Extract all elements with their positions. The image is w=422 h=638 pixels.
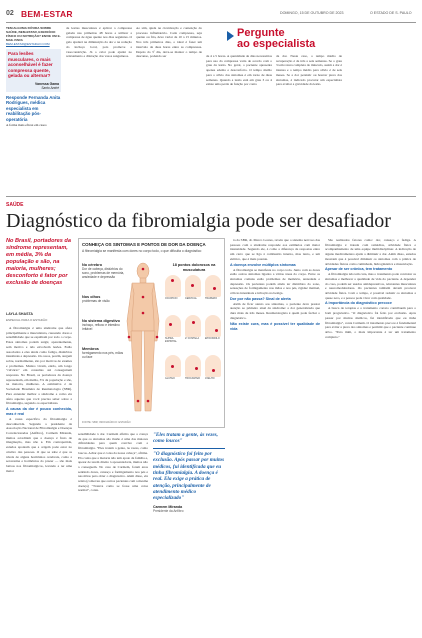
- answer-col-3: de 4 a 5 horas. A quantidade de dias necessários para uso da compressa varia de acordo com o grau da lesão. No geral, o paciente apresenta apenas edema e desconforto. O tempo médio para o alívio dos sintomas é em torno de duas semanas. Quando a lesão está em grau 3 ou 4 existe uma perda de função por conta: [206, 54, 272, 87]
- symptom-gut-text: inchaço, refluxo e intestino irritável: [82, 323, 120, 332]
- pain-point-label: TROCANTER: [185, 377, 200, 380]
- article-sub-2: A doença envolve múltiplos sintomas: [230, 262, 296, 267]
- infographic-subtitle: A fibromialgia se manifesta com dores no corpo todo, o que dificulta o diagnóstico: [82, 249, 202, 253]
- article-col4-text: São realizados fatores como: dor, cansaço e fadiga. A fibromialgia é tratada com remédios, atividade física e acompanhamento de uma equipe multidisciplinar. A indicação de alguns medicamentos ajuda a diminuir a dor. Além disso, estudos mostram que é possível diminuir os sintomas com a prática de atividades físicas como caminhada, hidroginástica e musculação.: [325, 238, 416, 266]
- qa-email[interactable]: BEM-ESTAR@ESTADAO.COM: [6, 42, 50, 46]
- article-sub-4: Não existe cura, mas é possível ter qualidade de vida: [230, 321, 320, 331]
- infographic-source: FONTE: SBR; INFOGRÁFICO: ESTADÃO: [82, 421, 131, 424]
- symptom-limbs: [82, 347, 126, 359]
- infographic: [78, 238, 225, 428]
- pull-quotes: [153, 432, 225, 632]
- ask-title-line1: Pergunte: [237, 27, 285, 39]
- qa-question: Para lesões musculares, o mais aconselhável é fazer compressa quente, gelada ou alternar?: [8, 51, 53, 79]
- article-col4-text-b: A fibromialgia não tem cura, mas o tratamento pode controlar os sintomas e melhorar a qualidade de vida do paciente. A depender do caso, podem ser usados antidepressivos, relaxantes musculares e neuromoduladores. Os pacientes também devem procurar atividade física. Com o tempo, é possível reduzir os sintomas a quase zero, e a pessoa pode viver com qualidade.: [325, 272, 416, 300]
- answer-col-4: da dor. Neste caso, o tempo médio de recuperação é de três a seis semanas. Se o grau 3 tem rotura completa do músculo, assim a dor é intensa e o tempo médio para alívio é de seis meses. Se a dor persistir ou houver piora dos sintomas, é indicado procurar um especialista para avaliar a gravidade da lesão.: [276, 54, 342, 87]
- article-col3-text: ta da SBR, dr. Marco Loures, revela que o sistema nervoso das pessoas com a síndrome responde aos estímulos com maior intensidade. Segundo ele, é como a diferença de respostas entre um carro que se liga à combustão interna, mas lento, e um elétrico, que é mais potente.: [230, 238, 320, 261]
- ask-title: [227, 27, 417, 51]
- pain-point: [185, 355, 203, 380]
- article-col-2: sensibilidade à dor. Carmem afirma que a crença de que os sintomas são ilusão é uma das maiores dificuldades para quem convive com a fibromialgia. "Eles tratam a gente, às vezes, como loucos. Achar que é coisa da nossa cabeça", afirma. Ela conta que a maioria não tem apoio da família e, apesar de terem direito à aposentadoria, muitos não a conseguem. No caso de Carmem, foram anos sentindo dores, cansaço e formigamento nos pés e nas mãos para obter o diagnóstico. Além disso, ela relata (comoveu que outros pacientes com a mesma doença) "Tratava como se fosse uma coisa normal", conta.: [78, 432, 148, 493]
- pain-points-grid: [165, 275, 223, 405]
- article-col-4: [325, 238, 416, 632]
- article-headline: Diagnóstico da fibromialgia pode ser desafiador: [6, 210, 391, 232]
- page-header: [6, 9, 416, 21]
- infographic-title: CONHEÇA OS SINTOMAS E PONTOS DE DOR DA DOENÇA: [82, 242, 206, 247]
- pain-point-label: JOELHO: [205, 377, 215, 380]
- article-col3-text-c: Além de ficar atento aos sintomas, o paciente deve prestar atenção ao primeiro sinal da síndrome: a dor generalizada que dura mais de três meses. Reumatologista é quem pode fechar o diagnóstico.: [230, 301, 320, 320]
- ask-arrow-icon: [227, 31, 234, 41]
- article-sub-1: A causa da dor é pouco conhecida, mas é real: [6, 406, 72, 416]
- pull-quote-2: "O diagnóstico foi feito por exclusão. Após passar por muitos médicos, fui identificada que eu tinha fibromialgia. A doença é real. Ela exige a prática de atenção, principalmente de atendimento médico especializado": [153, 451, 225, 502]
- answer-col-2: Ao sim, ajuda na cicatrização e contenção do processo inflamatório. Cada compressa, seja quente ou fria, deve variar de 10 a 15 minutos. Nos três primeiros dias, o ideal é fazer um intervalo de duas horas entre as compressas. Depois do 3º dia, deve-se manter o tempo de descanso, podendo ser: [136, 26, 202, 59]
- qa-asker-city: Santo André: [41, 85, 59, 90]
- date-line: DOMINGO, 15 DE OUTUBRO DE 2023: [280, 11, 344, 15]
- pain-point-label: 2ª COSTELA: [185, 337, 200, 340]
- article-sub-3: Dor por não passa? Sinal de alerta: [230, 296, 291, 301]
- pain-point: [205, 315, 223, 340]
- article-sub-6: A importância do diagnóstico precoce: [325, 301, 392, 306]
- article-col-1: [6, 326, 72, 632]
- pain-points-title: 18 pontos dolorosos na musculatura: [172, 263, 216, 272]
- symptom-eyes: [82, 295, 126, 303]
- pain-point: [165, 355, 183, 380]
- pain-point: [185, 275, 203, 300]
- page-number: 02: [6, 10, 14, 17]
- pain-point-label: EPICÔNDILO: [205, 337, 220, 340]
- symptom-gut-head: No sistema digestivo: [82, 319, 120, 323]
- qa-intro: TEM ALGUMA DÚVIDA SOBRE SAÚDE, BEM-ESTAR, EXERCÍCIO FÍSICO OU NUTRIÇÃO? ENVIE UM E-MAIL PARA: [6, 26, 61, 42]
- pain-point-label: GLÚTEO: [165, 377, 175, 380]
- pull-quote-rule: [153, 448, 225, 449]
- article-col4-text-c: A busca de terapias e o tratamento correto contribuem para o bom prognóstico. "O diagnóstico foi feito por exclusão. Após passar por muitos médicos, fui identificada que eu tinha fibromialgia", conta Carmem. O tratamento precoce é fundamental para evitar a piora dos sintomas e permitir que o paciente continue ativo. "Para mim, o mais importante é ter um tratamento completo.": [325, 306, 416, 339]
- pain-point: [185, 315, 203, 340]
- article-body-1: A causa específica da fibromialgia é desconhecida. Segundo a presidente da Associação Nacional de Fibromialgia e Doenças Correlacionadas (Anfibro), Carmem Miranda, muitos acreditam que a doença é fruto de imaginação, mas não é. Em contrapartida, estudos apontam que a origem pode estar no cérebro das pessoas. O que se sabe é que os níveis de alguns hormônios cerebrais, como a serotonina e hormônios do prazer — são mais baixos nos fibromialgicos, levando a ter uma maior: [6, 416, 72, 473]
- symptom-eyes-head: Nos olhos: [82, 295, 101, 299]
- symptom-gut: [82, 319, 126, 331]
- pain-point: [205, 355, 223, 380]
- qa-sidebar: [6, 26, 61, 191]
- symptom-brain-text: Dor de cabeça, distúrbios do sono, problemas de memória, ansiedade e depressão: [82, 267, 125, 280]
- article-col3-text-b: A fibromialgia se manifesta no corpo todo. Junto com as dores estão outros sintomas ligados a várias áreas do corpo. Entre os sintomas comuns estão problemas de memória, ansiedade e depressão. Os pacientes podem ainda ter distúrbios do sono, sensações de formigamento nas mãos e nos pés, rigidez matinal, cólicas intestinais e irritação na bexiga.: [230, 267, 320, 296]
- section-label: BEM-ESTAR: [21, 9, 73, 19]
- pain-point-label: CERVICAL: [185, 297, 197, 300]
- pull-quote-role: Presidente da Anfibro: [153, 508, 184, 513]
- article-byline: LAYLA SHASTA: [6, 312, 34, 316]
- symptom-limbs-text: formigamento nos pés, mãos ou face: [82, 351, 124, 360]
- header-rule: [6, 22, 416, 23]
- article-deck: No Brasil, portadores da síndrome representam, em média, 3% da população e são, na maioria, mulheres; desconforto é fator por exclusão de doenças: [6, 238, 71, 286]
- article-lead: A fibromialgia é uma síndrome que afeta principalmente a musculatura, causando dores e sensibilidade que se espalham por todo o corpo. Estes sintomas podem surgir, aparentemente, sem motivo e não envolvem lesões. Estão associados a eles ainda como fadiga, distúrbios intestinais e depressão. Os ossos, porém, surgem sobre, normalmente, são por motivos de exames e problemas. Muitos vivem, então, um longo "calvário" em consultas até conseguirem respostas. No Brasil, os portadores da doença representam, em média, 3% da população e são, na maioria, mulheres. A estimativa é da Sociedade Brasileira de Reumatologia (SBR). Para entender melhor a síndrome e como ela afeta aqueles que você precisa saber sobre a fibromialgia, segundo os especialistas.: [6, 326, 72, 406]
- answer-col-1: de lesões musculares é aplicar a compressa gelada nas primeiras 48 horas e utilizar a compressa de água quente nos dias seguintes. O gelo ajudará na diminuição da dor e na redução do inchaço local, pois promove a vasoconstrição. Já o calor pode ajudar no relaxamento e dilatação dos vasos sanguíneos.: [66, 26, 132, 59]
- qa-asker: Vanessa Gama: [35, 81, 59, 86]
- article-sub-5: Apesar de ser crônica, tem tratamento: [325, 267, 393, 272]
- ask-title-line2: ao especialista: [237, 38, 316, 50]
- pain-point: [205, 275, 223, 300]
- pain-point: [165, 275, 183, 300]
- body-figure-icon: [125, 261, 161, 421]
- qa-answer-head: Responde Fernanda Anita Rodrigues, médica especialista em reabilitação pós-operatória: [6, 94, 61, 122]
- pull-quote-author: Carmem Miranda: [153, 504, 183, 509]
- qa-question-box: [6, 49, 61, 92]
- pull-quote-1: "Eles tratam a gente, às vezes, como loucos": [153, 432, 218, 445]
- pain-point-label: SUPRA-ESPINHAL: [165, 337, 177, 343]
- pain-point-label: TRAPÉZIO: [205, 297, 217, 300]
- symptom-limbs-head: Membros: [82, 347, 99, 351]
- symptom-brain-head: No cérebro: [82, 263, 103, 267]
- qa-answer-start: A forma mais eficaz em casos: [6, 123, 47, 127]
- symptom-brain: [82, 263, 126, 280]
- article-kicker: SAÚDE: [6, 202, 24, 208]
- article-byline-role: ESPECIAL PARA O ESTADÃO: [6, 318, 48, 322]
- paper-name: O ESTADO DE S. PAULO: [370, 11, 412, 15]
- pain-point: [165, 315, 183, 343]
- article-col-3: [230, 238, 320, 632]
- section-divider: [6, 196, 416, 197]
- pain-point-label: OCCIPÍCIO: [165, 297, 178, 300]
- symptom-eyes-text: problemas de visão: [82, 299, 110, 303]
